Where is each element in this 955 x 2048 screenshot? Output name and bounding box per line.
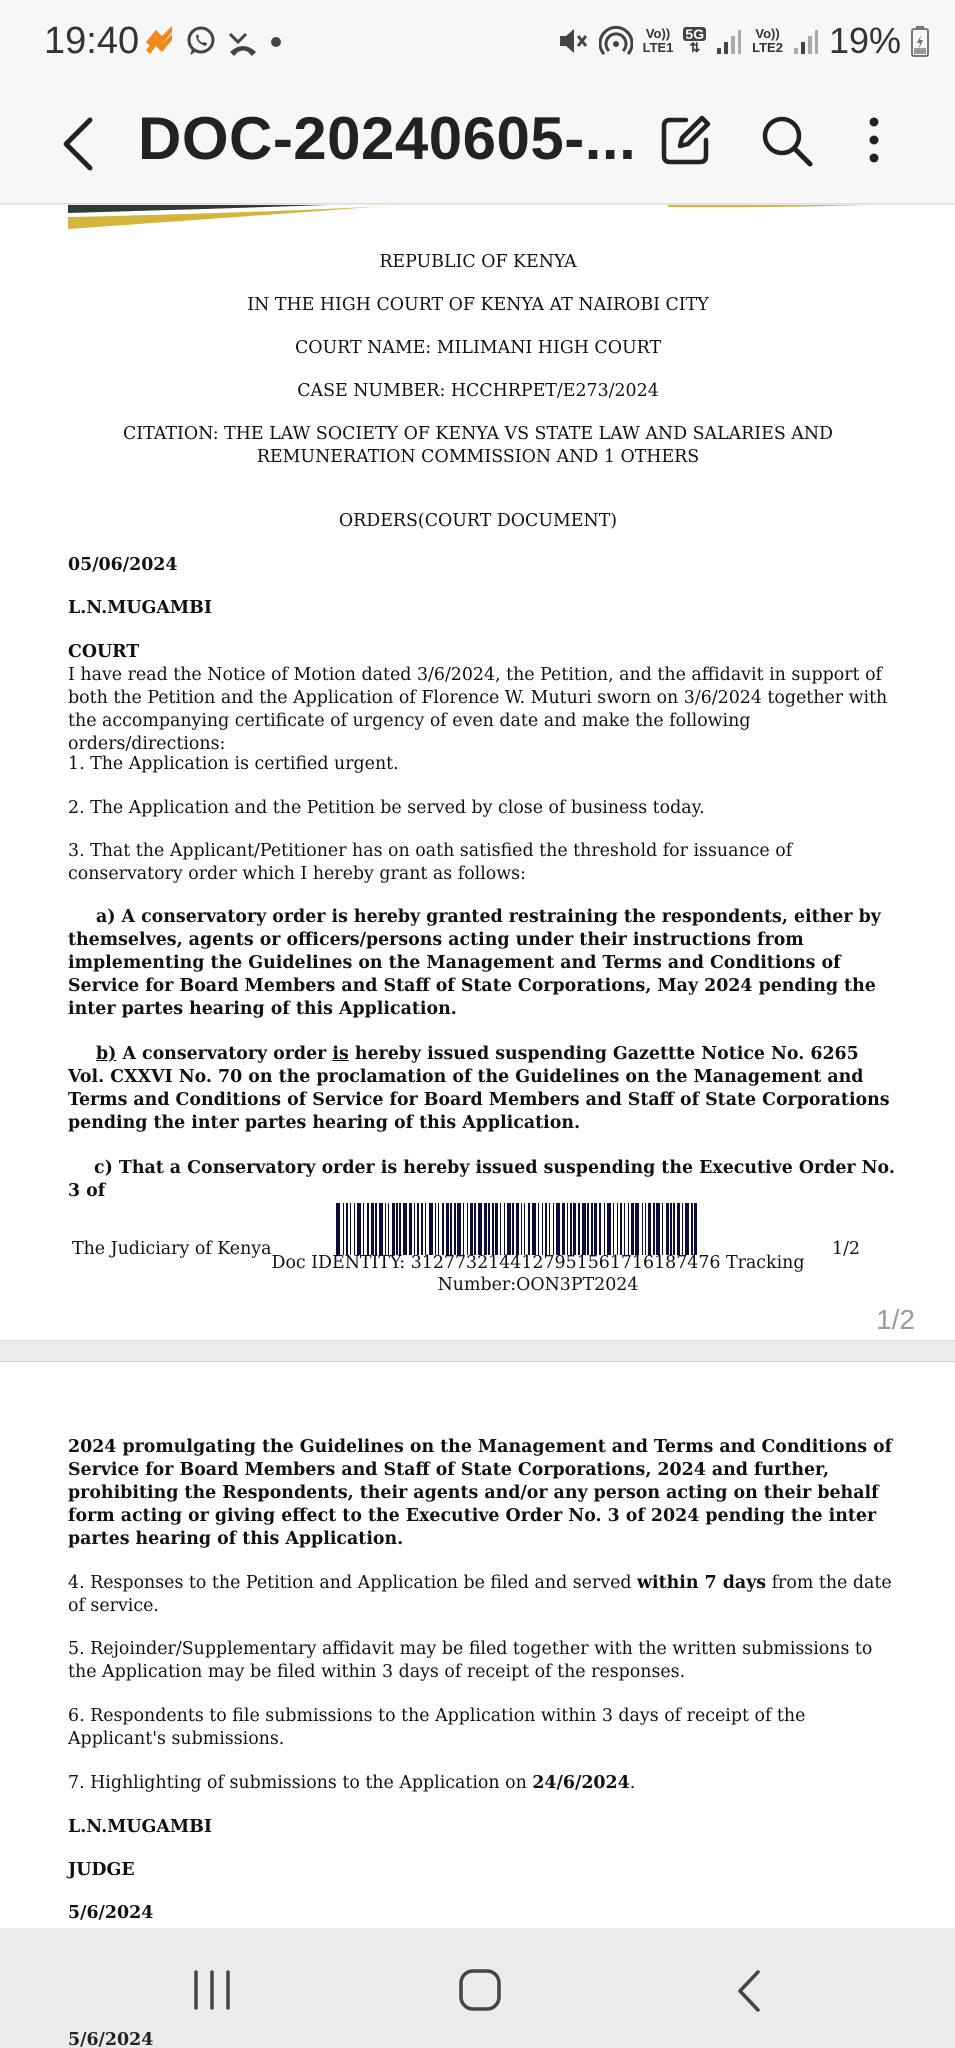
status-bar <box>0 0 955 84</box>
order-7-date: 24/6/2024 <box>532 1773 630 1793</box>
battery-icon <box>911 25 929 57</box>
more-options-button[interactable] <box>848 108 900 172</box>
system-icons <box>557 20 929 62</box>
document-page-1 <box>0 205 955 1340</box>
signature-name: L.N.MUGAMBI <box>68 1817 212 1837</box>
signal-icon-2 <box>793 26 819 56</box>
order-date: 05/06/2024 <box>68 555 178 575</box>
home-button[interactable] <box>458 1968 502 2012</box>
order-4 <box>68 1572 898 1618</box>
order-7-text: 7. Highlighting of submissions to the Application on <box>68 1773 533 1793</box>
header-court-name: COURT NAME: MILIMANI HIGH COURT <box>294 338 662 358</box>
page-indicator: 1/2 <box>876 1304 915 1335</box>
chevron-left-icon <box>52 108 108 180</box>
home-icon <box>458 1968 502 2012</box>
signature-date: 5/6/2024 <box>68 1903 154 1923</box>
order-4-deadline: within 7 days <box>637 1573 767 1593</box>
app-notification-icon <box>142 24 176 58</box>
nav-back-icon <box>730 1968 770 2014</box>
recents-icon <box>188 1970 236 2010</box>
battery-percent: 19% <box>828 20 901 61</box>
missed-call-icon <box>226 24 260 58</box>
order-2: 2. The Application and the Petition be served by close of business today. <box>68 798 705 818</box>
barcode <box>336 1203 740 1255</box>
recents-button[interactable] <box>188 1970 236 2010</box>
order-3b-part2: hereby issued suspending Gazettte Notice No. 6265 Vol. CXXVI No. 70 on the proclamation of the Guidelines on the Management and Terms and Conditions of Service for Board Members and Staff of State Corporations pending the inter partes hearing of this Application. <box>68 1044 890 1133</box>
order-7 <box>68 1772 898 1795</box>
whatsapp-icon <box>184 24 218 58</box>
order-3b-part1: A conservatory order <box>116 1044 333 1064</box>
order-4-tail: from the date of service. <box>68 1573 892 1616</box>
app-bar <box>0 84 955 204</box>
letterhead-stripe <box>68 205 888 233</box>
signal-icon-1 <box>716 26 742 56</box>
order-4-text: 4. Responses to the Petition and Application be filed and served <box>68 1573 638 1593</box>
order-5: 5. Rejoinder/Supplementary affidavit may be filed together with the written submissions to the Application may be filed within 3 days of receipt of the responses. <box>68 1639 873 1682</box>
network-label-1: Vo)) LTE1 <box>642 26 674 55</box>
dot-icon <box>268 24 284 58</box>
document-page-2 <box>0 1362 955 1928</box>
page-separator <box>0 1340 955 1362</box>
signature-title: JUDGE <box>68 1860 135 1880</box>
order-7-tail: . <box>629 1773 636 1793</box>
header-orders-title: ORDERS(COURT DOCUMENT) <box>338 511 618 531</box>
search-button[interactable] <box>756 110 816 170</box>
header-court: IN THE HIGH COURT OF KENYA AT NAIROBI CITY <box>247 295 709 315</box>
back-button[interactable] <box>52 108 108 180</box>
header-republic: REPUBLIC OF KENYA <box>379 252 577 272</box>
judge-name: L.N.MUGAMBI <box>68 598 212 618</box>
network-5g-label: 5G ⇅ <box>685 26 705 55</box>
order-3: 3. That the Applicant/Petitioner has on oath satisfied the threshold for issuance of conservatory order which I hereby grant as follows: <box>68 841 793 884</box>
order-3b <box>68 1043 898 1135</box>
intro-paragraph: I have read the Notice of Motion dated 3/6/2024, the Petition, and the affidavit in support of both the Petition and the Application of Florence W. Muturi sworn on 3/6/2024 together with the accompanying certificate of urgency of even date and make the following orders/directions: <box>68 665 888 754</box>
status-time: 19:40 <box>44 20 140 62</box>
notification-icons <box>142 24 284 58</box>
order-3b-label: b) <box>96 1044 117 1064</box>
edit-icon <box>656 110 716 170</box>
more-vert-icon <box>848 108 900 172</box>
document-title: DOC-20240605-... <box>138 105 637 172</box>
header-citation: CITATION: THE LAW SOCIETY OF KENYA VS STATE LAW AND SALARIES AND REMUNERATION COMMISSION AND 1 OTHERS <box>123 424 833 467</box>
mute-icon <box>557 24 589 58</box>
order-6: 6. Respondents to file submissions to the Application within 3 days of receipt of the Applicant's submissions. <box>68 1706 806 1749</box>
order-3b-is: is <box>332 1044 349 1064</box>
footer-page-number: 1/2 <box>832 1239 860 1259</box>
signature-date-bleed: 5/6/2024 <box>68 2030 154 2048</box>
court-label: COURT <box>68 642 140 662</box>
header-case-number: CASE NUMBER: HCCHRPET/E273/2024 <box>297 381 659 401</box>
footer-judiciary: The Judiciary of Kenya <box>72 1239 272 1259</box>
edit-button[interactable] <box>656 110 716 170</box>
doc-identity: Doc IDENTITY: 3127732144127951561716187476 Tracking Number:OON3PT2024 <box>271 1253 805 1295</box>
order-1: 1. The Application is certified urgent. <box>68 754 399 774</box>
order-3c-start: c) That a Conservatory order is hereby issued suspending the Executive Order No. 3 of <box>68 1158 895 1201</box>
search-icon <box>756 110 816 170</box>
network-label-2: Vo)) LTE2 <box>752 26 783 55</box>
hotspot-icon <box>599 24 633 58</box>
order-3a: a) A conservatory order is hereby granted restraining the respondents, either by themselves, agents or officers/persons acting under their instructions from implementing the Guidelines on the Management and Terms and Conditions of Service for Board Members and Staff of State Corporations, May 2024 pending the inter partes hearing of this Application. <box>68 907 881 1019</box>
order-3c-continued: 2024 promulgating the Guidelines on the Management and Terms and Conditions of Service for Board Members and Staff of State Corporations, 2024 and further, prohibiting the Respondents, their agents and/or any person acting on their behalf form acting or giving effect to the Executive Order No. 3 of 2024 pending the inter partes hearing of this Application. <box>68 1437 893 1549</box>
nav-back-button[interactable] <box>730 1968 770 2014</box>
